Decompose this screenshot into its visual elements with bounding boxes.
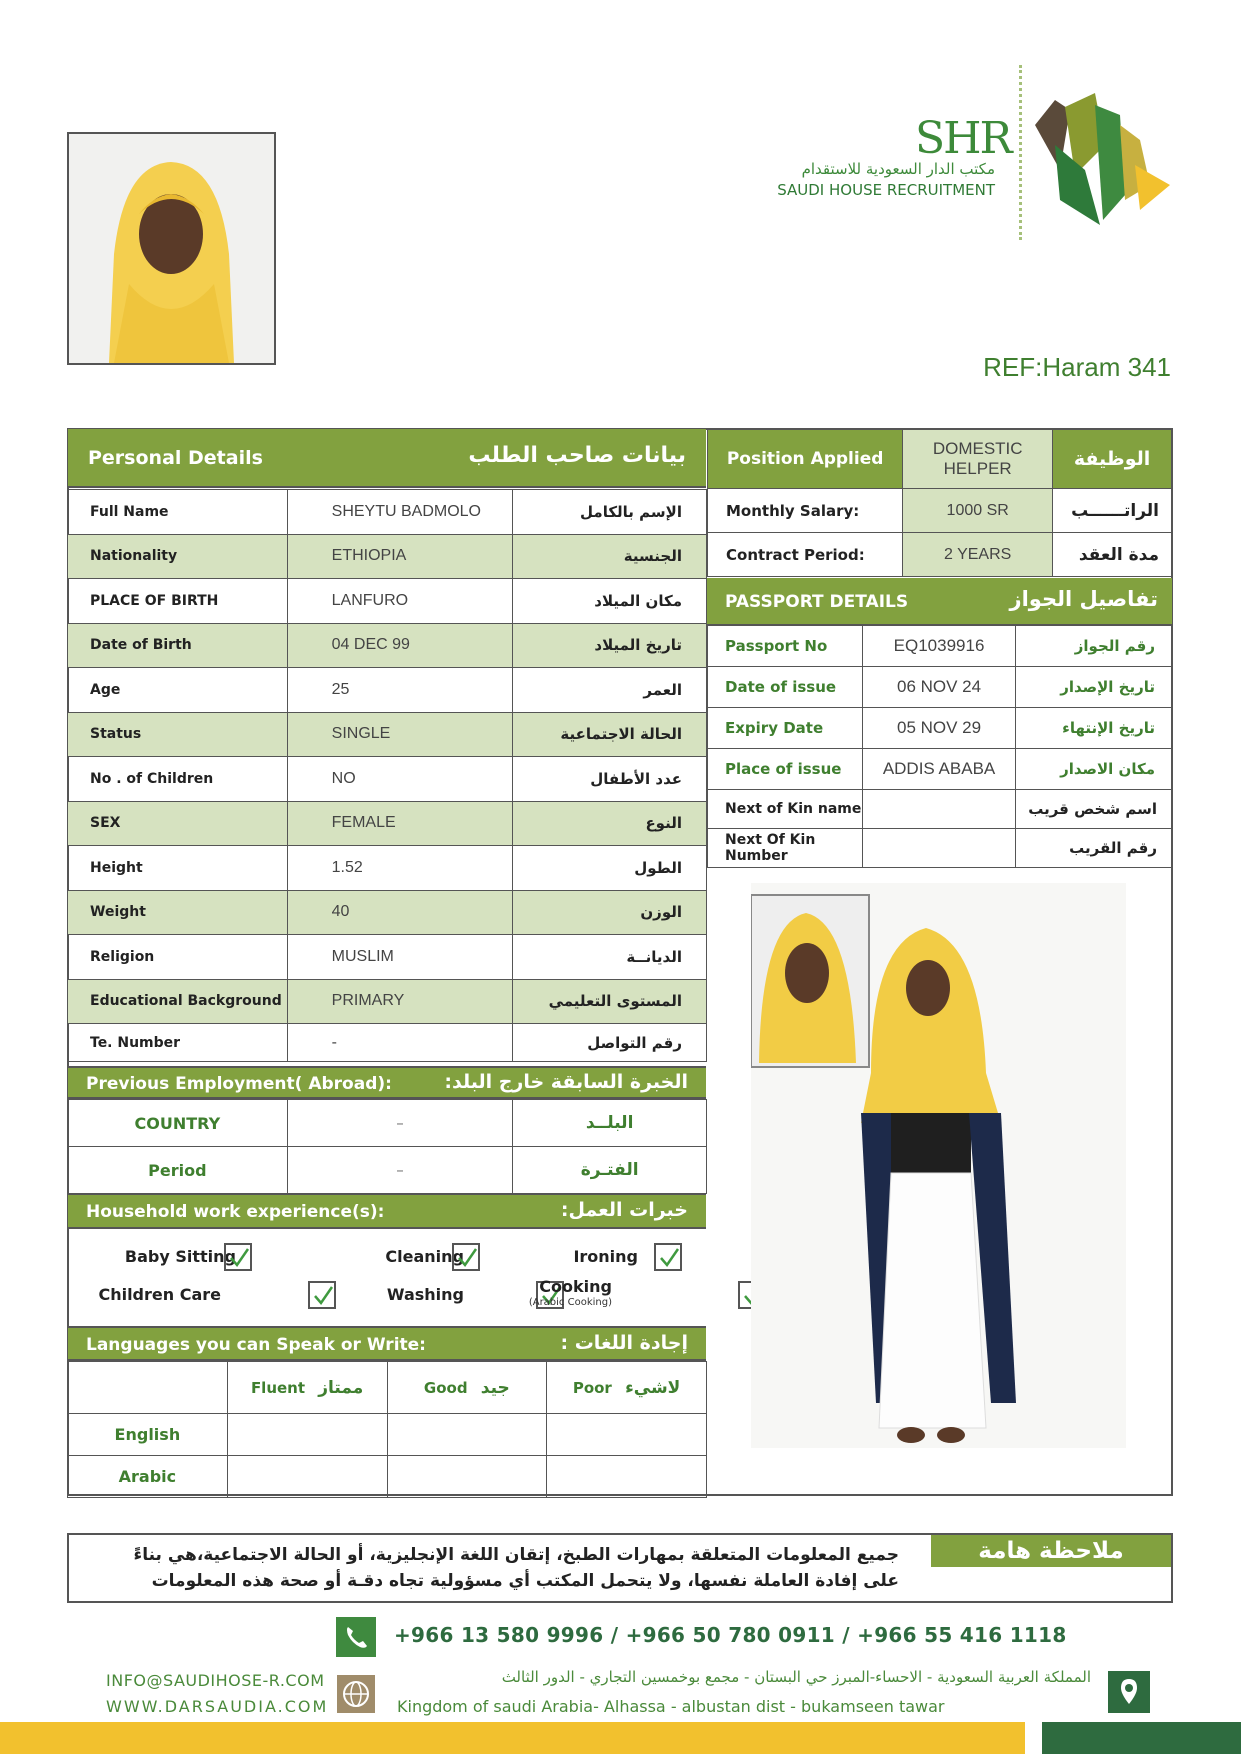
logo-map-icon	[1025, 85, 1175, 225]
address-english: Kingdom of saudi Arabia- Alhassa - albustan dist - bukamseen tawar	[397, 1697, 945, 1716]
personal-label-ar: تاريخ الميلاد	[513, 623, 707, 668]
passport-value: 05 NOV 29	[862, 708, 1016, 749]
personal-row	[68, 935, 707, 980]
previous-employment-table	[67, 1099, 707, 1194]
previous-employment-title-en: Previous Employment( Abroad):	[86, 1074, 392, 1094]
personal-value: LANFURO	[287, 579, 513, 624]
previous-employment-value: –	[287, 1147, 513, 1194]
language-level-ar: جيد	[480, 1377, 510, 1398]
personal-value: 25	[287, 668, 513, 713]
household-item-label: Cleaning	[385, 1247, 464, 1266]
language-level-en: Fluent	[250, 1378, 306, 1397]
passport-label-ar: مكان الاصدار	[1016, 749, 1172, 790]
personal-row	[68, 890, 707, 935]
personal-label-ar: المستوى التعليمي	[513, 979, 707, 1024]
language-level-ar: ممتاز	[318, 1377, 364, 1398]
language-level-header	[547, 1362, 707, 1414]
job-label-ar: مدة العقد	[1053, 533, 1172, 577]
language-row	[68, 1414, 707, 1456]
website-address: WWW.DARSAUDIA.COM	[106, 1697, 329, 1716]
personal-label: Religion	[68, 935, 288, 980]
personal-label-ar: النوع	[513, 801, 707, 846]
note-line-2: على إفادة العاملة نفسها، ولا يتحمل المكتب أي مسؤولية تجاه دقـة أو صحة هذه المعلومات	[151, 1571, 899, 1591]
job-label-ar: الراتــــــب	[1053, 489, 1172, 533]
personal-details-header	[68, 429, 706, 488]
personal-row	[68, 534, 707, 579]
languages-title-ar: إجادة اللغات :	[560, 1332, 688, 1354]
household-title-ar: خبرات العمل:	[560, 1199, 688, 1221]
phone-icon	[336, 1617, 376, 1657]
full-body-photo	[751, 883, 1126, 1448]
kin-row	[708, 790, 1172, 829]
passport-row	[708, 749, 1172, 790]
personal-row	[68, 1024, 707, 1062]
passport-label: Expiry Date	[708, 708, 863, 749]
language-level-ar: لاشيء	[625, 1377, 681, 1398]
personal-row	[68, 668, 707, 713]
personal-label: Te. Number	[68, 1024, 288, 1062]
position-label-en: Position Applied	[708, 430, 903, 489]
language-level-cell[interactable]	[387, 1414, 547, 1456]
previous-employment-value: –	[287, 1100, 513, 1147]
job-row	[708, 489, 1172, 533]
personal-value: SINGLE	[287, 712, 513, 757]
language-name: English	[68, 1414, 228, 1456]
household-item-label: Baby Sitting	[124, 1247, 236, 1266]
passport-title-ar: تفاصيل الجواز	[1009, 587, 1158, 611]
passport-row	[708, 667, 1172, 708]
personal-value: 1.52	[287, 846, 513, 891]
personal-details-title-en: Personal Details	[88, 447, 263, 469]
personal-label-ar: رقم التواصل	[513, 1024, 707, 1062]
passport-label: Place of issue	[708, 749, 863, 790]
candidate-photo-illustration	[69, 134, 274, 363]
reference-number: REF:Haram 341	[983, 352, 1171, 382]
passport-label-ar: تاريخ الإصدار	[1016, 667, 1172, 708]
language-level-cell[interactable]	[387, 1456, 547, 1498]
personal-label: SEX	[68, 801, 288, 846]
personal-value: FEMALE	[287, 801, 513, 846]
personal-value: PRIMARY	[287, 979, 513, 1024]
language-level-cell[interactable]	[547, 1414, 707, 1456]
phone-numbers: +966 13 580 9996 / +966 50 780 0911 / +966 55 416 1118	[394, 1623, 1067, 1647]
job-label: Contract Period:	[708, 533, 903, 577]
personal-label: Height	[68, 846, 288, 891]
personal-label: PLACE OF BIRTH	[68, 579, 288, 624]
personal-label: Date of Birth	[68, 623, 288, 668]
personal-label: Educational Background	[68, 979, 288, 1024]
kin-label: Next Of Kin Number	[708, 829, 863, 868]
job-value: 1000 SR	[903, 489, 1053, 533]
personal-value: SHEYTU BADMOLO	[287, 490, 513, 535]
job-label: Monthly Salary:	[708, 489, 903, 533]
personal-value: ETHIOPIA	[287, 534, 513, 579]
language-level-cell[interactable]	[227, 1414, 387, 1456]
language-level-cell[interactable]	[547, 1456, 707, 1498]
language-level-header	[387, 1362, 547, 1414]
previous-employment-header	[68, 1066, 706, 1099]
personal-value: NO	[287, 757, 513, 802]
language-name: Arabic	[68, 1456, 228, 1498]
passport-value: EQ1039916	[862, 626, 1016, 667]
passport-label: Passport No	[708, 626, 863, 667]
job-row	[708, 533, 1172, 577]
position-table	[707, 429, 1172, 577]
personal-value: -	[287, 1024, 513, 1062]
personal-label-ar: الإسم بالكامل	[513, 490, 707, 535]
kin-value[interactable]	[862, 790, 1016, 829]
personal-row	[68, 490, 707, 535]
personal-label: Status	[68, 712, 288, 757]
previous-employment-label: COUNTRY	[68, 1100, 288, 1147]
logo-abbr: SHR	[915, 113, 1011, 164]
passport-value: ADDIS ABABA	[862, 749, 1016, 790]
previous-employment-row	[68, 1100, 707, 1147]
personal-row	[68, 801, 707, 846]
personal-label-ar: العمر	[513, 668, 707, 713]
previous-employment-label: Period	[68, 1147, 288, 1194]
checkbox-checked-icon[interactable]	[308, 1281, 336, 1309]
kin-value[interactable]	[862, 829, 1016, 868]
personal-label-ar: مكان الميلاد	[513, 579, 707, 624]
passport-row	[708, 708, 1172, 749]
personal-value: 04 DEC 99	[287, 623, 513, 668]
passport-title-en: PASSPORT DETAILS	[725, 592, 909, 612]
personal-label: Full Name	[68, 490, 288, 535]
personal-value: MUSLIM	[287, 935, 513, 980]
personal-row	[68, 846, 707, 891]
personal-row	[68, 757, 707, 802]
personal-details-table	[67, 489, 707, 1062]
logo-divider	[1019, 65, 1022, 240]
personal-label-ar: الطول	[513, 846, 707, 891]
checkbox-checked-icon[interactable]	[224, 1243, 252, 1271]
kin-label: Next of Kin name	[708, 790, 863, 829]
job-value: 2 YEARS	[903, 533, 1053, 577]
passport-label-ar: تاريخ الإنتهاء	[1016, 708, 1172, 749]
passport-table	[707, 625, 1172, 868]
note-line-1: جميع المعلومات المتعلقة بمهارات الطبخ، إتقان اللغة الإنجليزية، أو الحالة الاجتماعية،هي بناءً	[133, 1545, 899, 1565]
languages-header	[68, 1326, 706, 1361]
address-arabic: المملكة العربية السعودية - الاحساء-المبرز حي البستان - مجمع بوخمسين التجاري - الدور الثالث	[501, 1668, 1091, 1686]
location-pin-icon	[1108, 1671, 1150, 1713]
household-item-label: Washing	[386, 1285, 464, 1304]
personal-row	[68, 979, 707, 1024]
personal-value: 40	[287, 890, 513, 935]
personal-details-title-ar: بيانات صاحب الطلب	[468, 443, 686, 468]
household-item-label: Cooking	[539, 1277, 612, 1296]
passport-row	[708, 626, 1172, 667]
position-label-ar: الوظيفة	[1053, 430, 1172, 489]
personal-label-ar: الحالة الاجتماعية	[513, 712, 707, 757]
footer-green-strip	[1042, 1722, 1241, 1754]
languages-corner-cell	[68, 1362, 228, 1414]
note-title: ملاحظة هامة	[931, 1535, 1171, 1567]
language-level-en: Good	[423, 1378, 468, 1397]
languages-table	[67, 1361, 707, 1498]
passport-details-header	[707, 578, 1172, 625]
checkbox-checked-icon[interactable]	[654, 1243, 682, 1271]
personal-label-ar: عدد الأطفال	[513, 757, 707, 802]
household-experience-header	[68, 1193, 706, 1229]
personal-row	[68, 579, 707, 624]
personal-label: Weight	[68, 890, 288, 935]
personal-row	[68, 712, 707, 757]
company-logo	[777, 65, 1180, 245]
previous-employment-row	[68, 1147, 707, 1194]
language-level-en: Poor	[572, 1378, 612, 1397]
passport-label-ar: رقم الجواز	[1016, 626, 1172, 667]
passport-label: Date of issue	[708, 667, 863, 708]
languages-header-row	[68, 1362, 707, 1414]
personal-row	[68, 623, 707, 668]
globe-icon	[337, 1675, 375, 1713]
full-body-photo-illustration	[751, 883, 1126, 1448]
previous-employment-label-ar: الفتـرة	[513, 1147, 707, 1194]
personal-label-ar: الديانــة	[513, 935, 707, 980]
checkbox-checked-icon[interactable]	[452, 1243, 480, 1271]
personal-label: Nationality	[68, 534, 288, 579]
personal-label-ar: الوزن	[513, 890, 707, 935]
kin-label-ar: رقم القريب	[1016, 829, 1172, 868]
personal-label: Age	[68, 668, 288, 713]
kin-row	[708, 829, 1172, 868]
personal-label: No . of Children	[68, 757, 288, 802]
language-level-header	[227, 1362, 387, 1414]
previous-employment-title-ar: الخبرة السابقة خارج البلد:	[444, 1071, 688, 1093]
language-row	[68, 1456, 707, 1498]
email-address: INFO@SAUDIHOSE-R.COM	[106, 1671, 325, 1690]
household-item-label: Children Care	[98, 1285, 221, 1304]
language-level-cell[interactable]	[227, 1456, 387, 1498]
household-item-sublabel: (Arabic Cooking)	[528, 1297, 612, 1308]
languages-title-en: Languages you can Speak or Write:	[86, 1335, 426, 1355]
household-experience-grid	[68, 1229, 706, 1326]
position-value: DOMESTIC HELPER	[903, 430, 1053, 489]
household-item-label: Ironing	[573, 1247, 638, 1266]
important-note	[67, 1533, 1173, 1603]
household-title-en: Household work experience(s):	[86, 1202, 385, 1222]
passport-value: 06 NOV 24	[862, 667, 1016, 708]
candidate-photo	[67, 132, 276, 365]
previous-employment-label-ar: البلــد	[513, 1100, 707, 1147]
logo-english-name: SAUDI HOUSE RECRUITMENT	[777, 181, 995, 199]
logo-arabic-name: مكتب الدار السعودية للاستقدام	[801, 160, 995, 178]
kin-label-ar: اسم شخص قريب	[1016, 790, 1172, 829]
footer-yellow-strip	[0, 1722, 1025, 1754]
personal-label-ar: الجنسية	[513, 534, 707, 579]
